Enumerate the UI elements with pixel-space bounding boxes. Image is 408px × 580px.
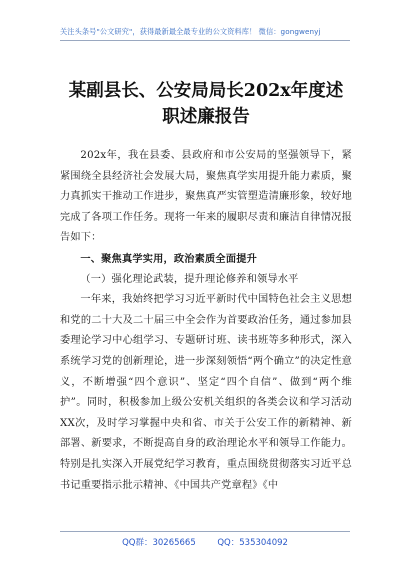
header-note: 关注头条号"公文研究"，获得最新最全最专业的公文资料库！ 微信：gongwenyj — [60, 27, 321, 36]
qq-number: 535304092 — [239, 538, 288, 548]
header-divider — [60, 40, 350, 41]
section1-paragraph: 一年来，我始终把学习习近平新时代中国特色社会主义思想和党的二十大及二十届三中全会作为首要政治任务，通过参加县委理论学习中心组学习、专题研讨班、读书班等多种形式，深入系统学习党的创新理论，进一步深刻领悟“两个确立”的决定性意义，不断增强“四个意识”、坚定“四个自信”、做到“两个维护”。同时，积极参加上级公安机关组织的各类会议和学习活动XX次，及时学习掌握中央和省、市关于公安工作的新精神、新部署、新要求，不断提高自身的政治理论水平和领导工作能力。特别是扎实深入开展党纪学习教育，重点围绕贯彻落实习近平总书记重要指示批示精神、《中国共产党章程》《中 — [60, 294, 352, 491]
qq-group-number: 30265665 — [152, 538, 196, 548]
section-heading-1: 一、聚焦真学实用，政治素质全面提升 — [80, 252, 257, 265]
qq-label: QQ： — [217, 538, 240, 548]
footer-contact — [60, 536, 350, 548]
title-line-1: 某副县长、公安局局长202x年度述 — [68, 81, 344, 101]
document-body — [60, 146, 352, 496]
title-line-2: 职述廉报告 — [162, 107, 250, 127]
intro-paragraph: 202x年，我在县委、县政府和市公安局的坚强领导下，紧紧围绕全县经济社会发展大局，聚焦真学实用提升能力素质，聚力真抓实干推动工作进步，聚焦真严实管塑造清廉形象，较好地完成了各项工作任务。现将一年来的履职尽责和廉洁自律情况报告如下： — [60, 150, 352, 244]
document-title — [60, 78, 352, 130]
qq-group-label: QQ群： — [122, 538, 153, 548]
footer-divider — [60, 531, 350, 532]
subsection-heading-1: （一）强化理论武装，提升理论修养和领导水平 — [80, 273, 299, 285]
